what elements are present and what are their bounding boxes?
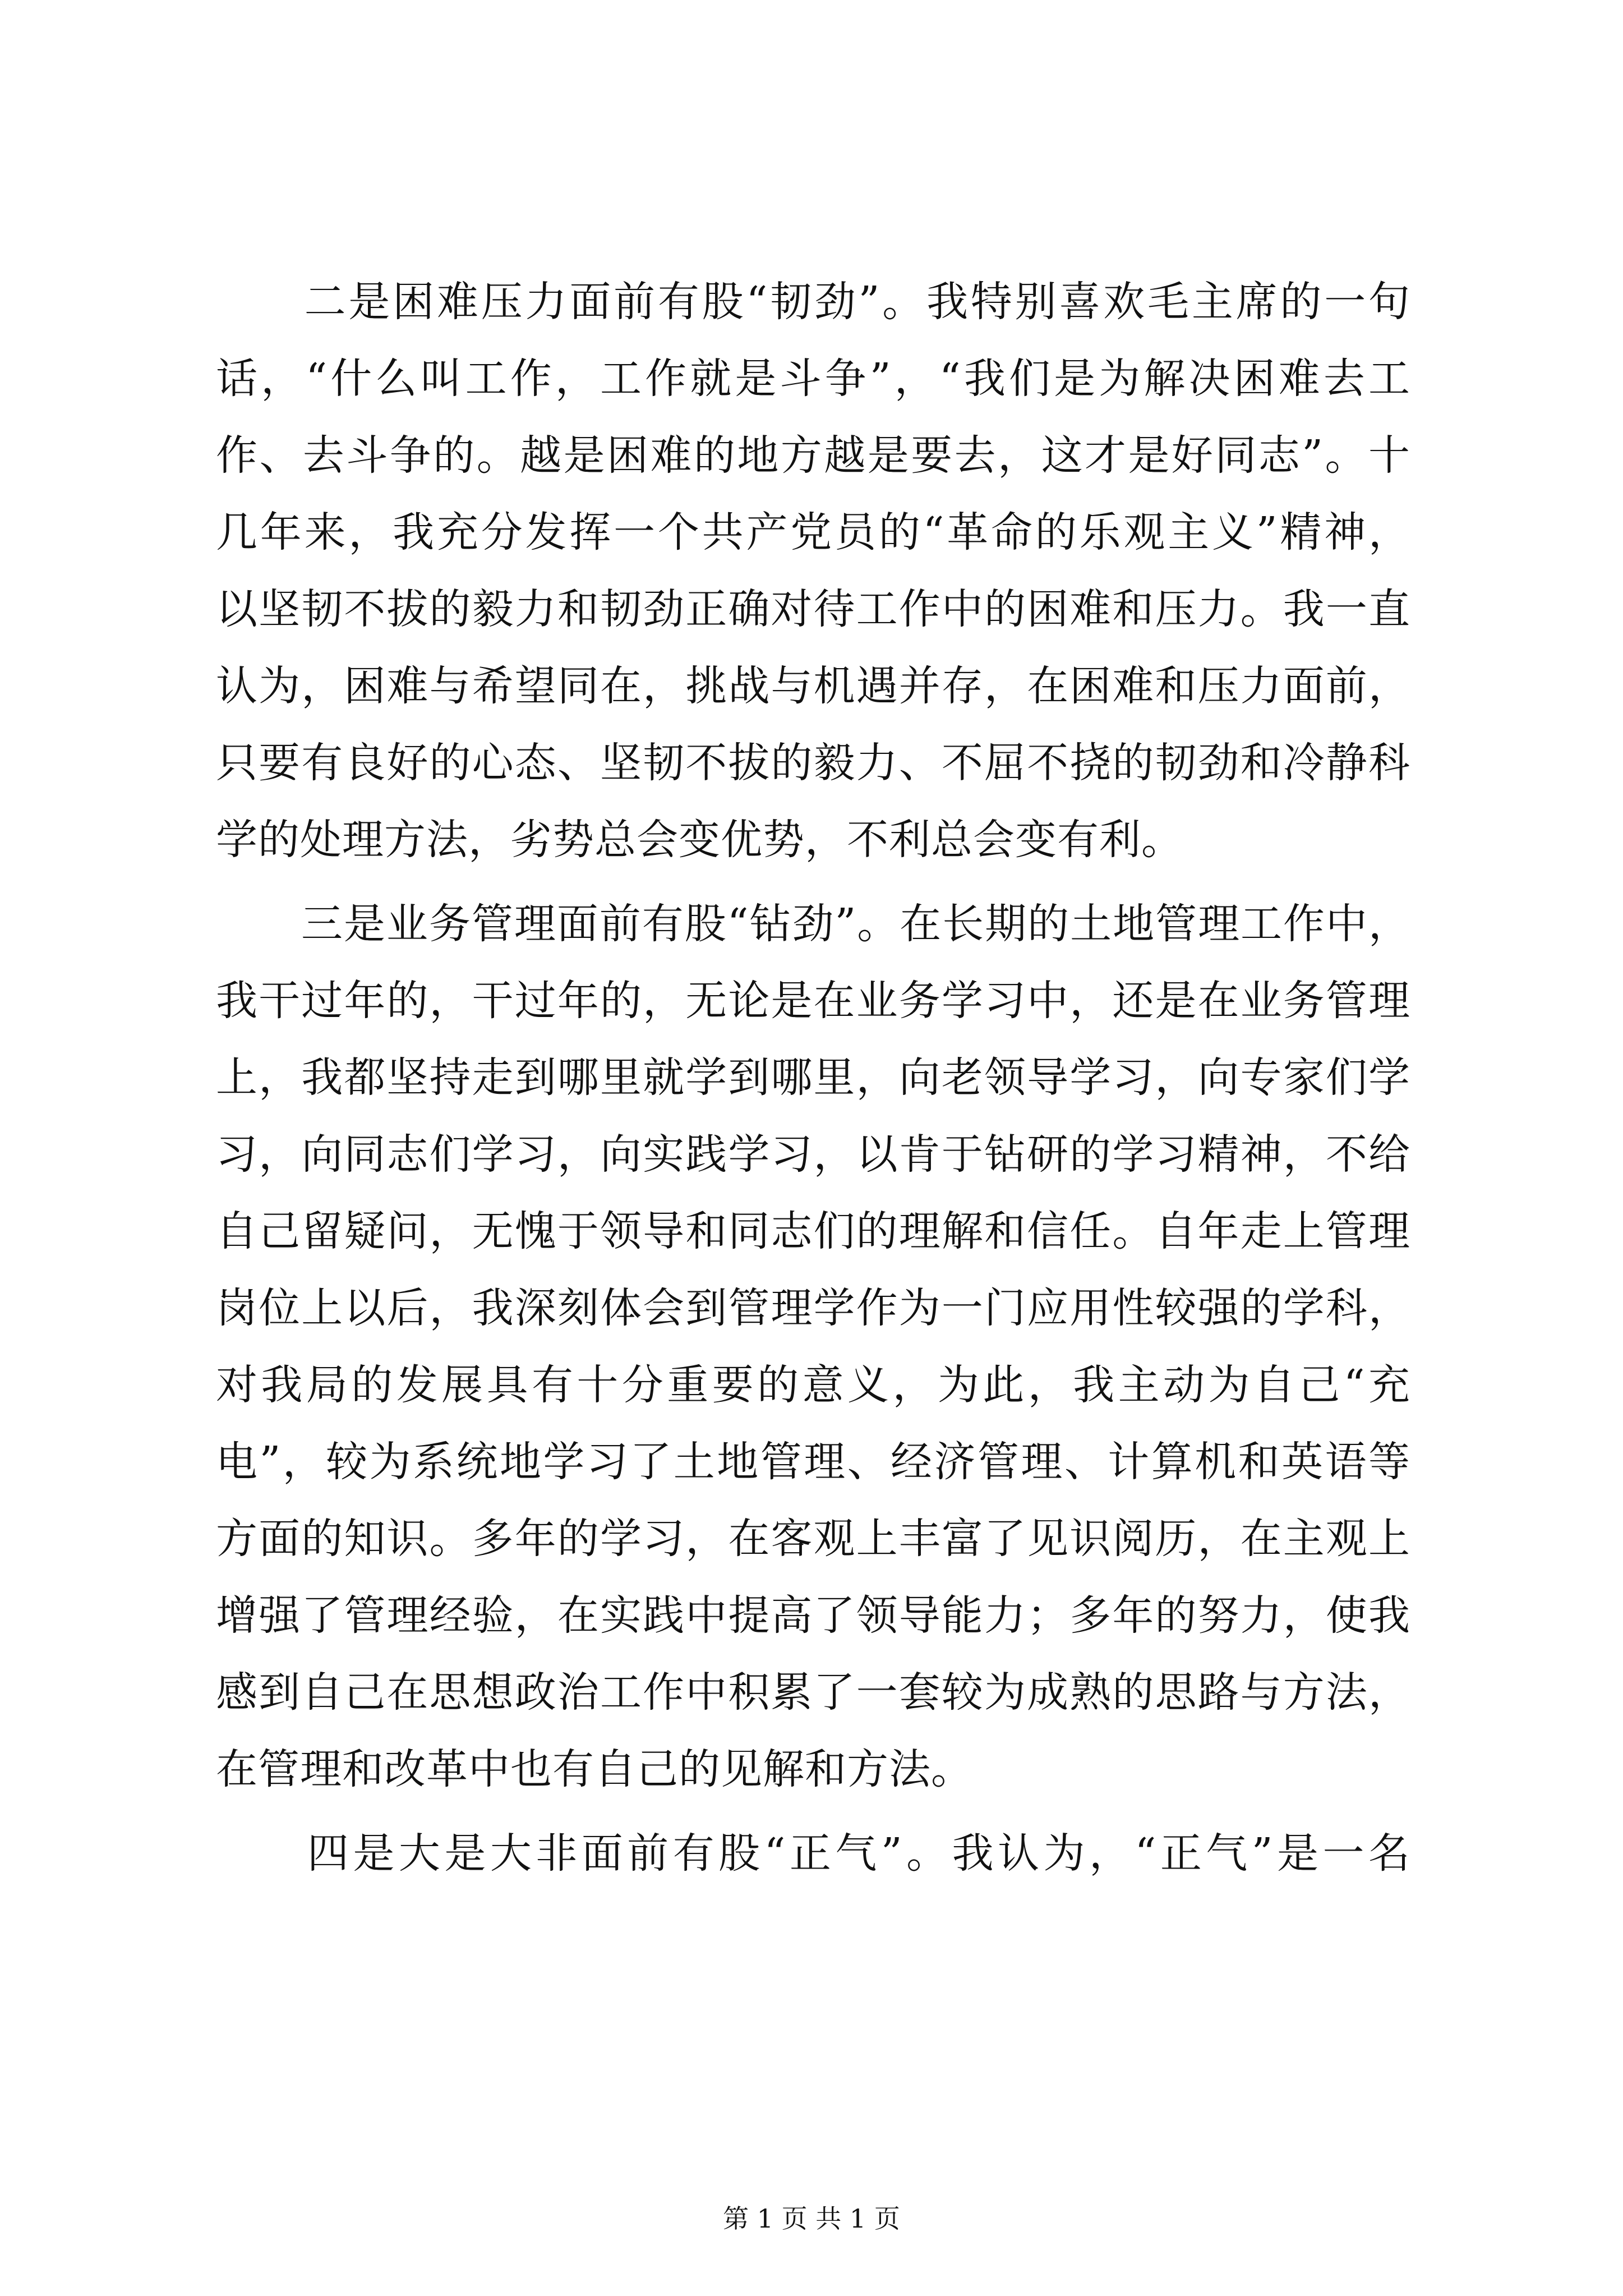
page-number-footer: 第 1 页 共 1 页 bbox=[723, 2203, 900, 2234]
paragraph-diligence bbox=[216, 886, 1410, 1808]
paragraph-gap bbox=[216, 878, 1410, 886]
text-line: 电”，较为系统地学习了土地管理、经济管理、计算机和英语等 bbox=[216, 1438, 1410, 1486]
text-line: 对我局的发展具有十分重要的意义，为此，我主动为自己“充 bbox=[216, 1361, 1410, 1409]
text-line: 四是大是大非面前有股“正气”。我认为，“正气”是一名 bbox=[216, 1829, 1410, 1878]
text-line: 三是业务管理面前有股“钻劲”。在长期的土地管理工作中， bbox=[216, 900, 1410, 948]
text-line: 二是困难压力面前有股“韧劲”。我特别喜欢毛主席的一句 bbox=[216, 278, 1410, 326]
document-body bbox=[216, 264, 1410, 1892]
text-line: 只要有良好的心态、坚韧不拔的毅力、不屈不挠的韧劲和冷静科 bbox=[216, 739, 1410, 787]
paragraph-integrity bbox=[216, 1815, 1410, 1892]
text-line: 学的处理方法，劣势总会变优势，不利总会变有利。 bbox=[216, 816, 1183, 864]
text-line: 几年来，我充分发挥一个共产党员的“革命的乐观主义”精神， bbox=[216, 508, 1410, 556]
text-line: 自己留疑问，无愧于领导和同志们的理解和信任。自年走上管理 bbox=[216, 1207, 1410, 1255]
paragraph-resilience bbox=[216, 264, 1410, 878]
text-line: 方面的知识。多年的学习，在客观上丰富了见识阅历，在主观上 bbox=[216, 1515, 1410, 1563]
text-line: 上，我都坚持走到哪里就学到哪里，向老领导学习，向专家们学 bbox=[216, 1053, 1410, 1102]
text-line: 岗位上以后，我深刻体会到管理学作为一门应用性较强的学科， bbox=[216, 1284, 1410, 1332]
text-line: 认为，困难与希望同在，挑战与机遇并存，在困难和压力面前， bbox=[216, 662, 1410, 710]
text-line: 以坚韧不拔的毅力和韧劲正确对待工作中的困难和压力。我一直 bbox=[216, 585, 1410, 633]
text-line: 话，“什么叫工作，工作就是斗争”，“我们是为解决困难去工 bbox=[216, 355, 1410, 403]
text-line: 增强了管理经验，在实践中提高了领导能力；多年的努力，使我 bbox=[216, 1591, 1410, 1640]
text-line: 我干过年的，干过年的，无论是在业务学习中，还是在业务管理 bbox=[216, 977, 1410, 1025]
text-line: 作、去斗争的。越是困难的地方越是要去，这才是好同志”。十 bbox=[216, 431, 1410, 480]
text-line: 习，向同志们学习，向实践学习，以肯于钻研的学习精神，不给 bbox=[216, 1130, 1410, 1179]
text-line: 在管理和改革中也有自己的见解和方法。 bbox=[216, 1745, 973, 1793]
text-line: 感到自己在思想政治工作中积累了一套较为成熟的思路与方法， bbox=[216, 1668, 1410, 1717]
paragraph-gap bbox=[216, 1808, 1410, 1815]
